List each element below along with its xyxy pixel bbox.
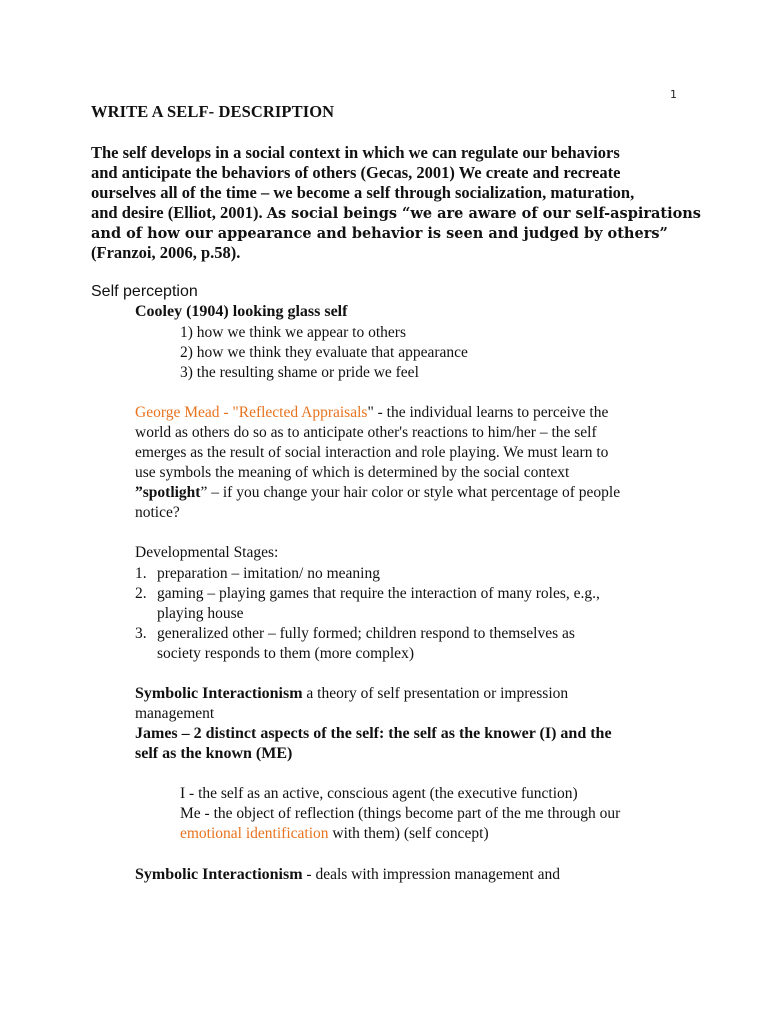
intro-line: and anticipate the behaviors of others (Gecas, 2001) We create and recreate bbox=[91, 163, 621, 182]
intro-line bbox=[91, 223, 668, 243]
list-item: 2) how we think they evaluate that appearance bbox=[180, 344, 468, 361]
intro-quote: As social beings “we are aware of our self-aspirations bbox=[266, 205, 701, 222]
list-item: 1) how we think we appear to others bbox=[180, 324, 406, 341]
stages-heading: Developmental Stages: bbox=[135, 544, 279, 561]
james-heading: self as the known (ME) bbox=[135, 745, 293, 762]
me-definition-cont bbox=[180, 825, 489, 843]
mead-text: " - the individual learns to perceive the bbox=[367, 404, 609, 421]
stage-text: preparation – imitation/ no meaning bbox=[157, 565, 380, 582]
intro-line: The self develops in a social context in which we can regulate our behaviors bbox=[91, 143, 620, 162]
page-number: 1 bbox=[670, 88, 677, 101]
self-perception-heading: Self perception bbox=[91, 283, 198, 300]
stage-number: 1. bbox=[135, 565, 147, 582]
symbolic-interactionism-line-2 bbox=[135, 866, 560, 884]
i-definition: I - the self as an active, conscious agent (the executive function) bbox=[180, 785, 578, 802]
symbolic-text: - deals with impression management and bbox=[302, 866, 560, 883]
mead-text: ” – if you change your hair color or style what percentage of people bbox=[200, 484, 621, 501]
intro-line: ourselves all of the time – we become a self through socialization, maturation, bbox=[91, 183, 635, 202]
stage-text: generalized other – fully formed; children respond to themselves as bbox=[157, 625, 575, 642]
stage-text: playing house bbox=[157, 605, 244, 622]
james-heading: James – 2 distinct aspects of the self: the self as the knower (I) and the bbox=[135, 725, 612, 742]
symbolic-interactionism-line bbox=[135, 685, 568, 703]
list-item: 3) the resulting shame or pride we feel bbox=[180, 364, 419, 381]
symbolic-term: Symbolic Interactionism bbox=[135, 685, 303, 702]
cooley-heading: Cooley (1904) looking glass self bbox=[135, 303, 348, 320]
document-title: WRITE A SELF- DESCRIPTION bbox=[91, 102, 335, 121]
mead-line bbox=[135, 484, 620, 502]
intro-quote: and of how our appearance and behavior is seen and judged by others” bbox=[91, 225, 668, 242]
mead-line: use symbols the meaning of which is determined by the social context bbox=[135, 464, 570, 481]
symbolic-text: a theory of self presentation or impression bbox=[302, 685, 569, 702]
mead-highlight: George Mead - "Reflected Appraisals bbox=[135, 404, 368, 421]
mead-line: notice? bbox=[135, 504, 180, 521]
me-definition: Me - the object of reflection (things become part of the me through our bbox=[180, 805, 621, 822]
symbolic-term: Symbolic Interactionism bbox=[135, 866, 303, 883]
intro-line bbox=[91, 203, 701, 223]
spotlight-term: ”spotlight bbox=[135, 484, 201, 501]
mead-line: emerges as the result of social interaction and role playing. We must learn to bbox=[135, 444, 609, 461]
intro-text: and desire (Elliot, 2001). bbox=[91, 203, 267, 222]
me-text: with them) (self concept) bbox=[328, 825, 489, 842]
symbolic-text: management bbox=[135, 705, 215, 722]
stage-text: gaming – playing games that require the interaction of many roles, e.g., bbox=[157, 585, 600, 602]
emotional-identification-highlight: emotional identification bbox=[180, 825, 329, 842]
mead-line: world as others do so as to anticipate other's reactions to him/her – the self bbox=[135, 424, 597, 441]
stage-number: 2. bbox=[135, 585, 147, 602]
stage-text: society responds to them (more complex) bbox=[157, 645, 414, 662]
intro-line: (Franzoi, 2006, p.58). bbox=[91, 243, 241, 262]
mead-line bbox=[135, 404, 608, 422]
stage-number: 3. bbox=[135, 625, 147, 642]
